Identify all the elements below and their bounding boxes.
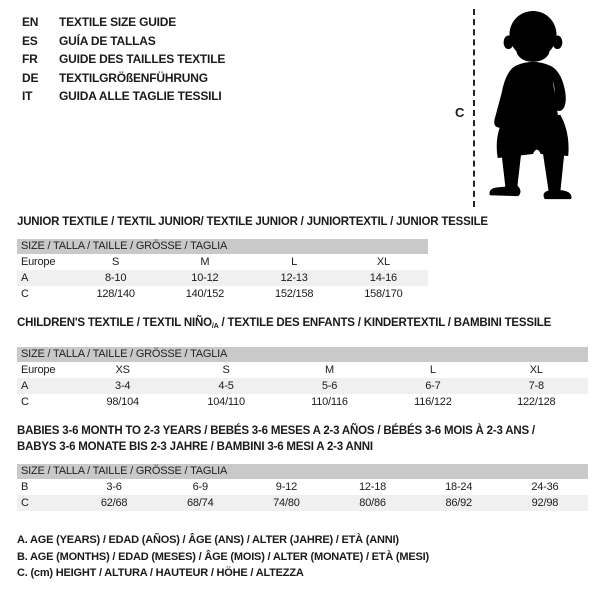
value-cell: L xyxy=(291,256,298,268)
language-code: EN xyxy=(22,15,39,29)
value-cell: 116/122 xyxy=(414,396,452,408)
language-row xyxy=(22,69,225,88)
value-cell: 7-8 xyxy=(528,380,544,392)
children-heading-prefix: CHILDREN'S TEXTILE / TEXTIL NIÑO xyxy=(17,317,212,329)
value-cell: M xyxy=(324,364,334,376)
table-row xyxy=(17,479,588,495)
table-row xyxy=(17,495,588,511)
value-cell: 6-9 xyxy=(192,481,208,493)
table-row xyxy=(17,378,588,394)
value-cell: XS xyxy=(115,364,130,376)
babies-heading-line2: BABYS 3-6 MONATE BIS 2-3 JAHRE / BAMBINI 3-6 MESI A 2-3 ANNI xyxy=(17,441,373,453)
value-cell: 4-5 xyxy=(218,380,234,392)
language-code: FR xyxy=(22,52,38,66)
language-code: ES xyxy=(22,33,38,48)
row-label-cell: Europe xyxy=(21,364,56,376)
children-heading-suffix: / TEXTILE DES ENFANTS / KINDERTEXTIL / BAMBINI TESSILE xyxy=(218,317,552,329)
value-cell: 14-16 xyxy=(369,272,397,284)
babies-size-table xyxy=(17,464,588,511)
value-cell: S xyxy=(222,364,230,376)
value-cell: 62/68 xyxy=(100,497,128,509)
value-cell: 122/128 xyxy=(517,396,556,408)
value-cell: L xyxy=(429,364,436,376)
language-row xyxy=(22,13,225,32)
language-label: TEXTILGRÖßENFÜHRUNG xyxy=(59,70,208,85)
value-cell: 110/116 xyxy=(311,396,348,408)
size-header-bar: SIZE / TALLA / TAILLE / GRÖSSE / TAGLIA xyxy=(17,239,428,254)
babies-section-heading xyxy=(17,423,577,455)
language-label: GUIDA ALLE TAGLIE TESSILI xyxy=(59,89,222,103)
value-cell: 128/140 xyxy=(96,288,135,300)
footnotes xyxy=(17,532,429,582)
value-cell: 3-4 xyxy=(115,380,131,392)
value-cell: 98/104 xyxy=(106,396,139,408)
value-cell: 68/74 xyxy=(186,497,214,509)
size-header-bar: SIZE / TALLA / TAILLE / GRÖSSE / TAGLIA xyxy=(17,464,588,479)
junior-section-heading: JUNIOR TEXTILE / TEXTIL JUNIOR/ TEXTILE JUNIOR / JUNIORTEXTIL / JUNIOR TESSILE xyxy=(17,216,488,228)
language-row xyxy=(22,50,225,69)
table-row xyxy=(17,270,428,286)
language-list xyxy=(22,13,225,106)
footnote-a: A. AGE (YEARS) / EDAD (AÑOS) / ÂGE (ANS) / ALTER (JAHRE) / ETÀ (ANNI) xyxy=(17,534,399,546)
row-label-cell: A xyxy=(21,272,29,284)
value-cell: 6-7 xyxy=(425,380,441,392)
children-section-heading xyxy=(17,317,551,330)
row-label-cell: C xyxy=(21,396,29,408)
value-cell: 104/110 xyxy=(207,396,245,408)
value-cell: 152/158 xyxy=(274,288,314,300)
value-cell: 158/170 xyxy=(364,288,403,300)
value-cell: 18-24 xyxy=(445,481,473,493)
footnote-c: C. (cm) HEIGHT / ALTURA / HAUTEUR / HÖHE / ALTEZZA xyxy=(17,567,304,579)
row-label-cell: C xyxy=(21,288,29,300)
baby-silhouette-icon xyxy=(482,8,580,206)
value-cell: 24-36 xyxy=(531,481,559,493)
children-size-table xyxy=(17,347,588,410)
children-heading-subscript: /A xyxy=(211,321,219,330)
value-cell: XL xyxy=(529,364,543,376)
value-cell: 86/92 xyxy=(445,497,472,509)
row-label-cell: C xyxy=(21,497,29,509)
table-row xyxy=(17,394,588,410)
row-label-cell: A xyxy=(21,380,29,392)
footnote-b: B. AGE (MONTHS) / EDAD (MESES) / ÂGE (MOIS) / ALTER (MONATE) / ETÀ (MESI) xyxy=(17,550,429,563)
table-row xyxy=(17,254,428,270)
value-cell: 92/98 xyxy=(531,497,559,509)
language-row xyxy=(22,32,225,51)
value-cell: 140/152 xyxy=(185,288,225,300)
language-code: DE xyxy=(22,70,39,85)
value-cell: 5-6 xyxy=(321,380,338,392)
junior-size-table xyxy=(17,239,428,302)
value-cell: 12-13 xyxy=(280,272,308,284)
language-row xyxy=(22,87,225,106)
babies-heading-line1: BABIES 3-6 MONTH TO 2-3 YEARS / BEBÉS 3-6 MESES A 2-3 AÑOS / BÉBÉS 3-6 MOIS À 2-3 ANS / xyxy=(17,425,535,437)
language-label: GUÍA DE TALLAS xyxy=(59,33,156,48)
value-cell: S xyxy=(112,256,120,268)
row-label-cell: Europe xyxy=(21,256,56,268)
value-cell: 12-18 xyxy=(358,481,387,493)
value-cell: 74/80 xyxy=(273,497,300,509)
height-measure-line xyxy=(473,9,475,207)
language-label: GUIDE DES TAILLES TEXTILE xyxy=(59,52,226,66)
value-cell: 8-10 xyxy=(105,272,127,284)
table-row xyxy=(17,286,428,302)
value-cell: 10-12 xyxy=(191,272,219,284)
value-cell: 3-6 xyxy=(106,481,122,493)
value-cell: 9-12 xyxy=(275,481,297,493)
size-header-bar: SIZE / TALLA / TAILLE / GRÖSSE / TAGLIA xyxy=(17,347,588,362)
language-code: IT xyxy=(22,89,33,103)
table-row xyxy=(17,362,588,378)
value-cell: XL xyxy=(376,256,390,268)
height-measure-label: C xyxy=(455,105,465,120)
value-cell: M xyxy=(200,256,210,268)
language-label: TEXTILE SIZE GUIDE xyxy=(59,15,177,29)
value-cell: 80/86 xyxy=(359,497,386,509)
row-label-cell: B xyxy=(21,481,29,493)
